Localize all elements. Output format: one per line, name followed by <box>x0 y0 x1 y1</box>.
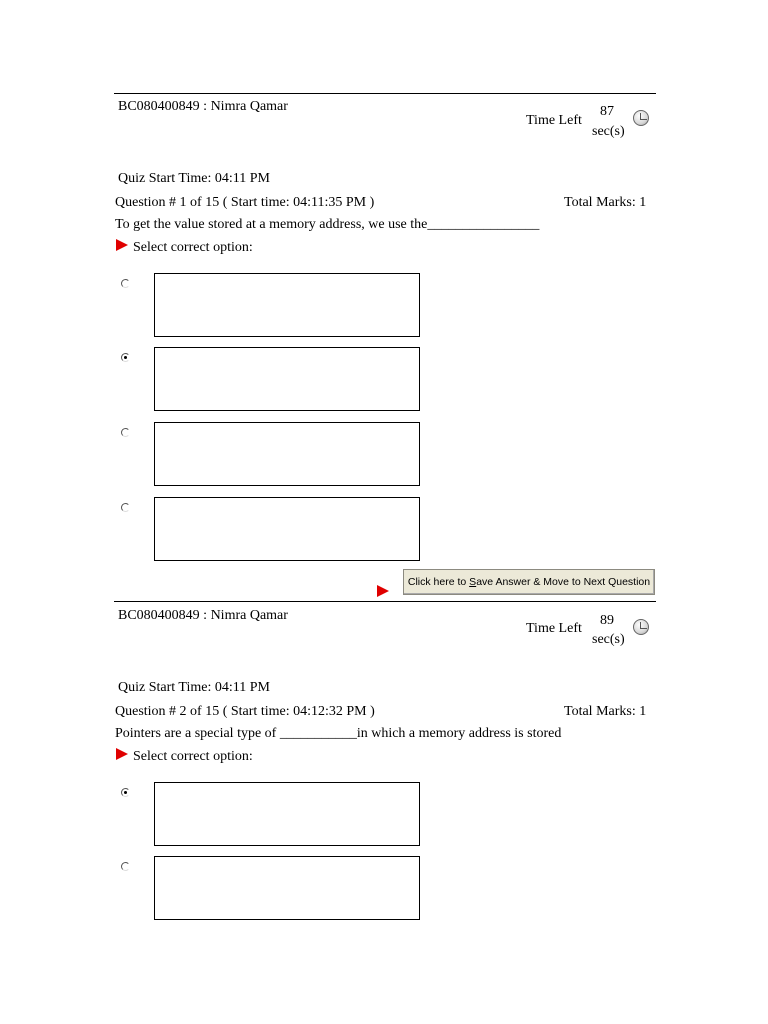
option-radio-2[interactable] <box>121 862 130 871</box>
quiz-start-time: Quiz Start Time: 04:11 PM <box>118 171 270 186</box>
time-left-value: 87 <box>600 104 614 119</box>
question-text: To get the value stored at a memory address, we use the________________ <box>115 217 540 232</box>
option-box-1[interactable] <box>154 782 420 846</box>
total-marks: Total Marks: 1 <box>564 704 647 719</box>
quiz-start-time: Quiz Start Time: 04:11 PM <box>118 680 270 695</box>
time-left-unit: sec(s) <box>592 124 625 139</box>
option-radio-1[interactable] <box>121 788 130 797</box>
option-radio-4[interactable] <box>121 503 130 512</box>
select-prompt: Select correct option: <box>133 240 253 255</box>
option-box-3[interactable] <box>154 422 420 486</box>
total-marks: Total Marks: 1 <box>564 195 647 210</box>
option-radio-2[interactable] <box>121 353 130 362</box>
save-button-accesskey: S <box>469 576 477 588</box>
question-header: Question # 2 of 15 ( Start time: 04:12:32 PM ) <box>115 704 375 719</box>
red-arrow-icon <box>116 239 128 251</box>
timer-icon <box>633 110 649 126</box>
red-arrow-icon <box>116 748 128 760</box>
save-next-button[interactable] <box>403 569 655 595</box>
save-button-suffix: ave Answer & Move to Next Question <box>476 576 651 588</box>
question-header: Question # 1 of 15 ( Start time: 04:11:35 PM ) <box>115 195 375 210</box>
option-radio-3[interactable] <box>121 428 130 437</box>
option-box-1[interactable] <box>154 273 420 337</box>
option-radio-1[interactable] <box>121 279 130 288</box>
option-box-4[interactable] <box>154 497 420 561</box>
option-box-2[interactable] <box>154 347 420 411</box>
student-id-name: BC080400849 : Nimra Qamar <box>118 608 288 623</box>
red-arrow-icon <box>377 585 389 597</box>
select-prompt: Select correct option: <box>133 749 253 764</box>
timer-icon <box>633 619 649 635</box>
time-left-value: 89 <box>600 613 614 628</box>
section-divider <box>114 601 656 602</box>
top-divider <box>114 93 656 94</box>
save-button-prefix: Click here to <box>407 576 470 588</box>
time-left-label: Time Left <box>526 113 582 128</box>
option-box-2[interactable] <box>154 856 420 920</box>
question-text: Pointers are a special type of ___________in which a memory address is stored <box>115 726 562 741</box>
time-left-unit: sec(s) <box>592 632 625 647</box>
student-id-name: BC080400849 : Nimra Qamar <box>118 99 288 114</box>
time-left-label: Time Left <box>526 621 582 636</box>
